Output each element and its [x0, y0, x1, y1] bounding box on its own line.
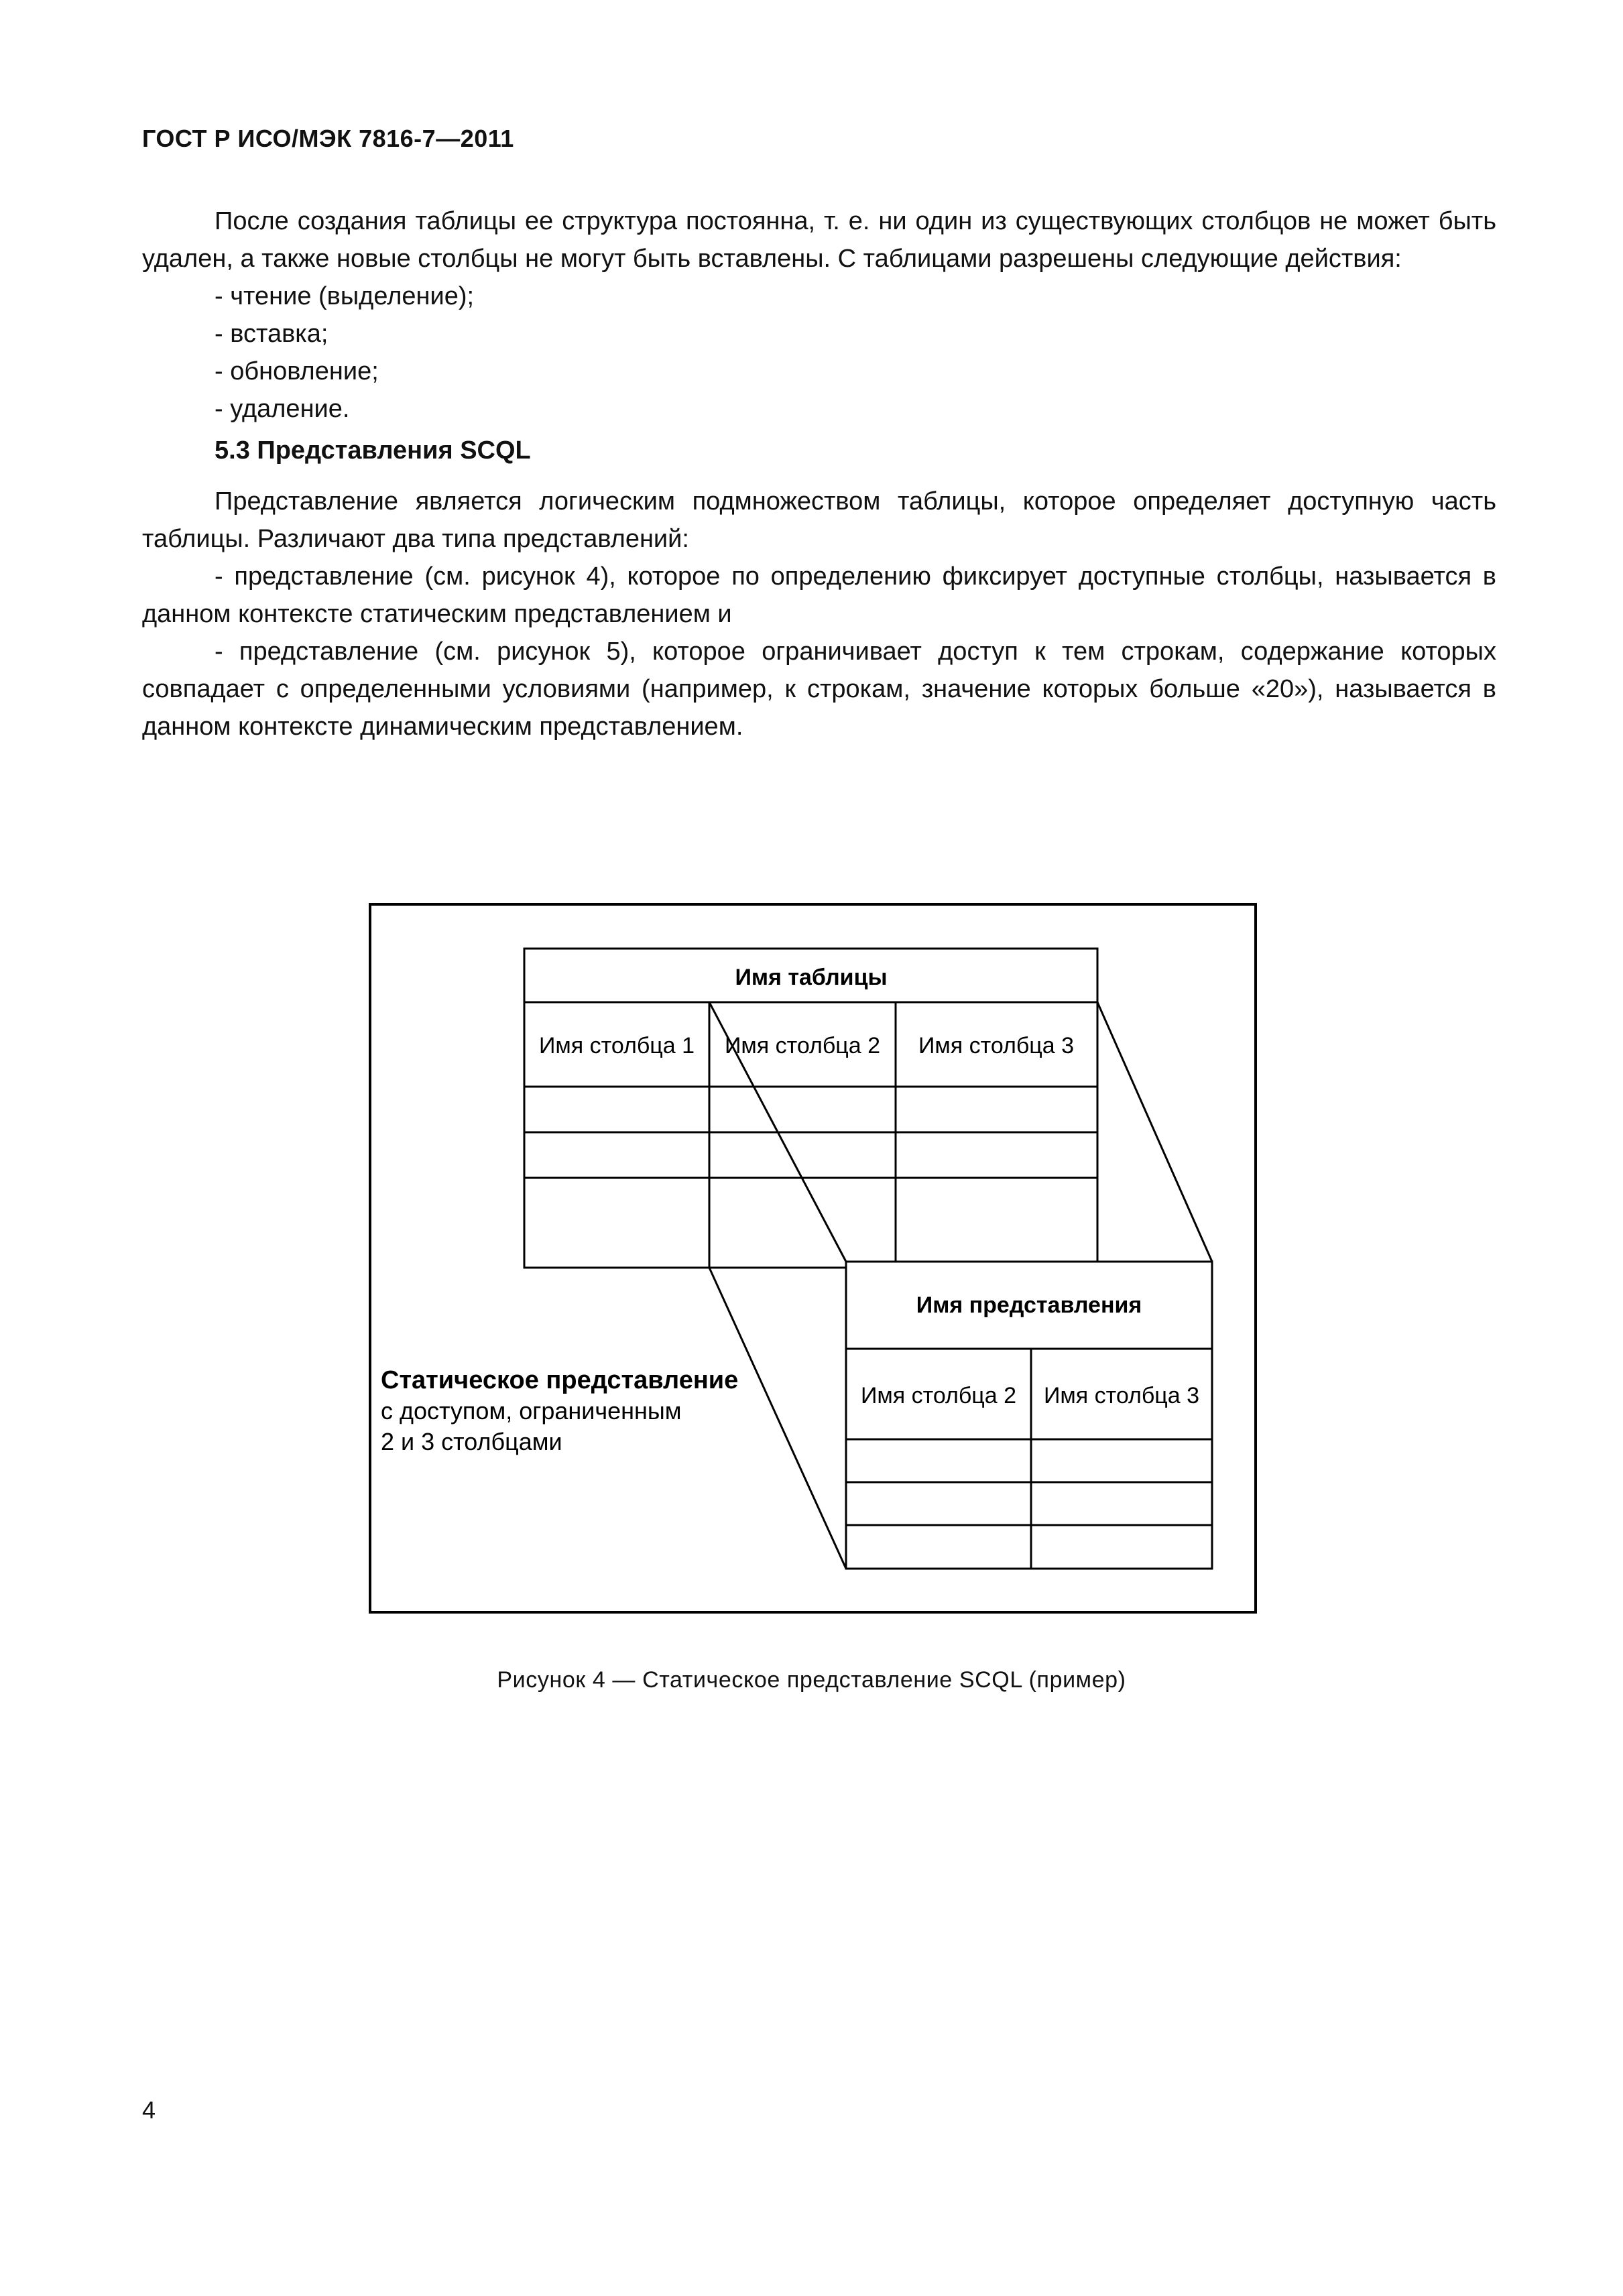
source-column-3: Имя столбца 3: [918, 1033, 1075, 1059]
view-column-2: Имя столбца 2: [860, 1383, 1017, 1408]
body-text: [142, 202, 1496, 745]
view-label-line-1: Статическое представление: [381, 1366, 739, 1394]
page-number: 4: [142, 2096, 156, 2124]
paragraph-views: Представление является логическим подмножеством таблицы, которое определяет доступную часть таблицы. Различают два типа представлений:: [142, 487, 1496, 553]
view-label-line-2: с доступом, ограниченным: [381, 1397, 682, 1425]
source-column-1: Имя столбца 1: [538, 1033, 695, 1059]
figure-caption: Рисунок 4 — Статическое представление SCQL (пример): [497, 1667, 1126, 1693]
list-item-update: - обновление;: [215, 357, 379, 385]
view-column-3: Имя столбца 3: [1043, 1383, 1200, 1408]
list-item-delete: - удаление.: [215, 395, 350, 423]
list-item-dynamic-view: - представление (см. рисунок 5), которое ограничивает доступ к тем строкам, содержание которых совпадает с определенными условиями (например, к строкам, значение которых больше «20»), называется в данном контексте динамическим представлением.: [142, 638, 1496, 741]
list-item-static-view: - представление (см. рисунок 4), которое по определению фиксирует доступные столбцы, называется в данном контексте статическим представлением и: [142, 562, 1496, 628]
section-heading: 5.3 Представления SCQL: [215, 436, 531, 465]
figure-static-view: [369, 903, 1257, 1614]
document-header: ГОСТ Р ИСО/МЭК 7816-7—2011: [142, 125, 514, 152]
list-item-read: - чтение (выделение);: [215, 282, 475, 310]
paragraph-table-structure: После создания таблицы ее структура постоянна, т. е. ни один из существующих столбцов не может быть удален, а также новые столбцы не могут быть вставлены. С таблицами разрешены следующие действия:: [142, 207, 1496, 273]
source-column-2: Имя столбца 2: [724, 1033, 881, 1059]
source-table-title: Имя таблицы: [735, 965, 888, 990]
view-table-title: Имя представления: [916, 1292, 1142, 1318]
view-label-line-3: 2 и 3 столбцами: [381, 1428, 562, 1455]
list-item-insert: - вставка;: [215, 320, 328, 348]
source-table: [524, 949, 1097, 1268]
